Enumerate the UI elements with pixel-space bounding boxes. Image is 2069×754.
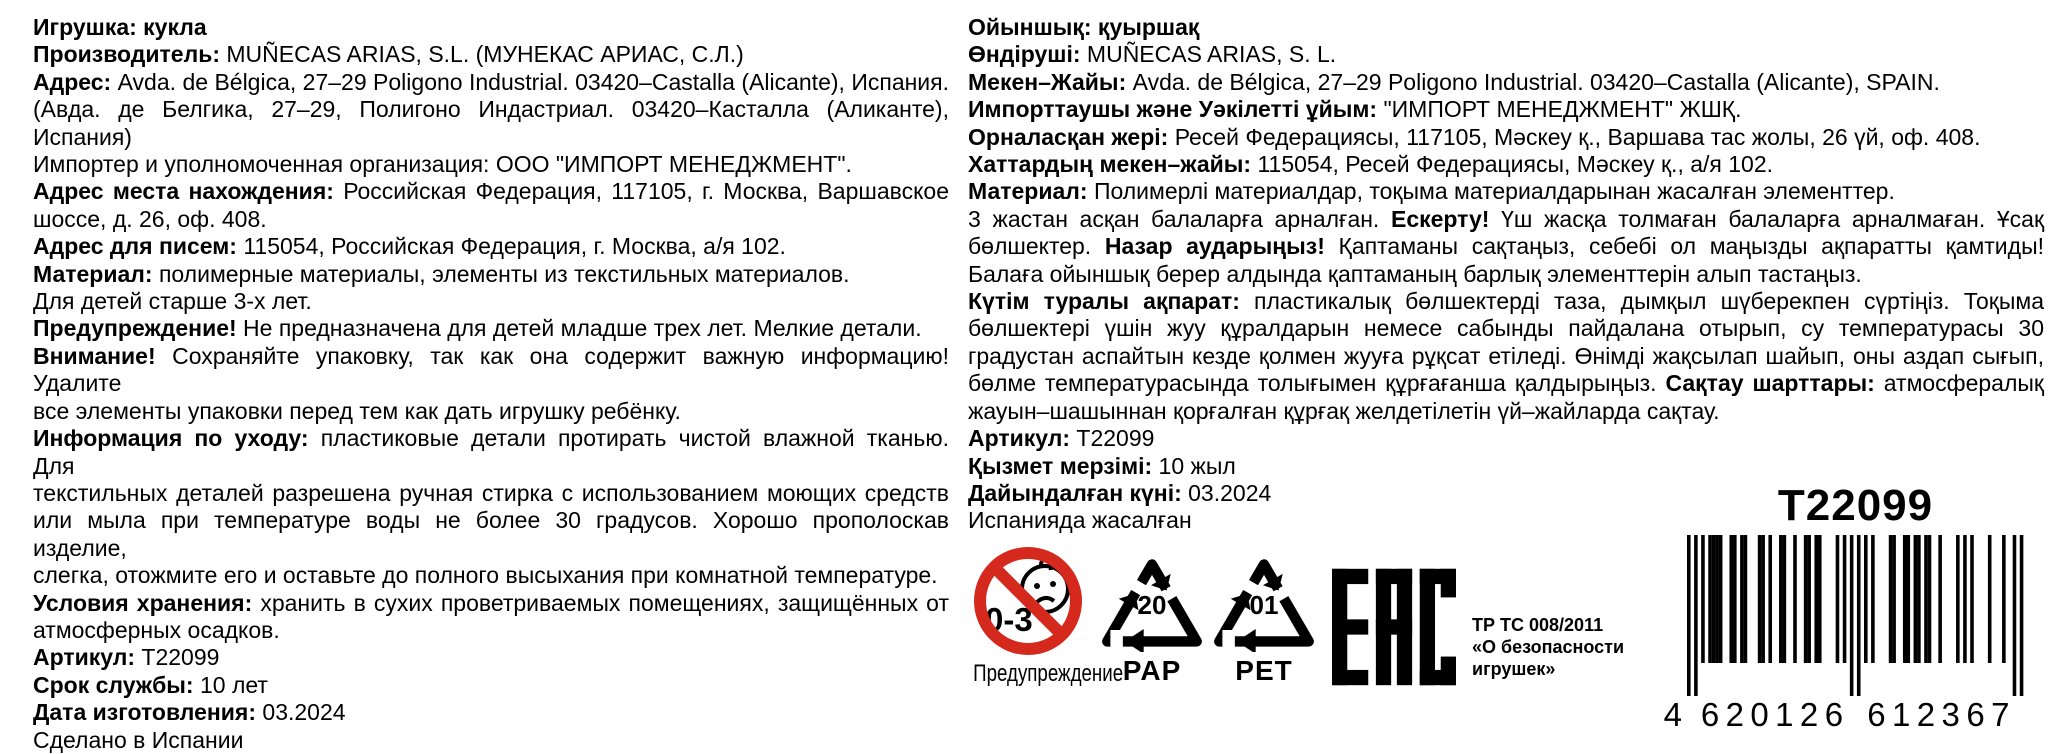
text-line: Срок службы: 10 лет [33,671,268,698]
svg-text:6: 6 [1700,696,1720,730]
recycling-pap-20 [1100,556,1204,687]
text-line: (Авда. де Белгика, 27–29, Полигоно Индастриал. 03420–Касталла (Аликанте), Испания) [33,96,949,150]
svg-text:1: 1 [1892,696,1911,730]
text-line: Артикул: Т22099 [33,644,220,671]
text-line: шоссе, д. 26, оф. 408. [33,205,267,232]
svg-text:6: 6 [1824,696,1844,730]
text-line: Импортер и уполномоченная организация: ООО "ИМПОРТ МЕНЕДЖМЕНТ". [33,151,852,178]
regulation-line: ТР ТС 008/2011 [1472,615,1604,635]
text-line: слегка, отожмите его и оставьте до полного высыхания при комнатной температуре. [33,562,938,589]
recycling-code: 20 [1137,590,1167,620]
svg-text:0: 0 [1750,696,1769,730]
text-line: Дайындалған күні: 03.2024 [968,479,1272,506]
text-line: Адрес: Avda. de Bélgica, 27–29 Poligono Industrial. 03420–Castalla (Alicante), Испания. [33,68,950,95]
text-line: Орналасқан жері: Ресей Федерациясы, 117105, Мәскеу қ., Варшава тас жолы, 26 үй, оф. 408. [968,123,1981,150]
text-line: жауын–шашыннан қорғалған құрғақ желдетілетін үй–жайларда сақтау. [968,397,1720,424]
svg-text:3: 3 [1941,696,1960,730]
text-line: Күтім туралы ақпарат: пластикалық бөлшектерді таза, дымқыл шүберекпен сүртіңіз. Тоқыма [968,288,2045,315]
barcode-block [1652,481,2044,730]
regulation-line: игрушек» [1472,659,1556,679]
recycling-material-label: PAP [1122,655,1182,686]
eac-icon [1332,566,1456,688]
age-warning-caption: Предупреждение [973,660,1124,687]
text-line: Для детей старше 3-х лет. [33,288,312,315]
text-line: Хаттардың мекен–жайы: 115054, Ресей Федерациясы, Мәскеу қ., а/я 102. [968,151,1774,178]
text-line: Материал: полимерные материалы, элементы из текстильных материалов. [33,260,850,287]
svg-text:2: 2 [1916,696,1936,730]
text-line: бөлме температурасында толығымен құрғағанша қалдырыңыз. Сақтау шарттары: атмосфералық [968,370,2044,397]
eac-conformity-mark [1332,566,1456,693]
text-line: Өндіруші: MUÑECAS ARIAS, S. L. [968,41,1337,68]
text-line: Сделано в Испании [33,726,244,753]
barcode-bars [1652,535,2044,730]
text-line: Импорттаушы және Уәкілетті ұйым: "ИМПОРТ МЕНЕДЖМЕНТ" ЖШҚ. [968,96,1742,123]
barcode-label: T22099 [1777,481,1934,530]
text-line: Балаға ойыншық берер алдында қаптаманың барлық элементтерін алып тастаңыз. [968,260,1862,287]
text-line: Производитель: MUÑECAS ARIAS, S.L. (МУНЕКАС АРИАС, С.Л.) [33,41,744,68]
recycling-pet-01 [1212,556,1316,687]
text-line: бөлшектері үшін жуу құралдарын немесе сабынды пайдалана отырып, су температурасы 30 [968,315,2044,342]
text-line: бөлшектер. Назар аударыңыз! Қаптаманы сақтаңыз, себебі ол маңызды ақпаратты қамтиды! [968,233,2044,260]
text-line: Материал: Полимерлі материалдар, тоқыма материалдарынан жасалған элементтер. [968,178,1895,205]
text-line: Испанияда жасалған [968,507,1192,534]
text-line: Информация по уходу: пластиковые детали протирать чистой влажной тканью. Для [33,425,949,479]
svg-text:6: 6 [1867,696,1886,730]
text-line: Мекен–Жайы: Avda. de Bélgica, 27–29 Poligono Industrial. 03420–Castalla (Alicante), SPAIN. [968,68,1940,95]
text-line: Ойыншық: қуыршақ [968,14,1200,40]
text-line: градустан аспайтын кезде қолмен жууға рұқсат етіледі. Өнімді жақсылап шайып, оны аздап сығып, [968,342,2044,369]
text-line: Предупреждение! Не предназначена для детей младше трех лет. Мелкие детали. [33,315,922,342]
kazakh-text-column [968,14,2044,535]
regulation-text [1472,614,1624,680]
svg-text:7: 7 [1991,696,2010,730]
svg-text:2: 2 [1799,696,1819,730]
age-warning-0-3 [952,545,1124,687]
text-line: Адрес места нахождения: Российская Федерация, 117105, г. Москва, Варшавское [33,178,949,205]
text-line: Дата изготовления: 03.2024 [33,699,346,726]
text-line: Игрушка: кукла [33,14,207,40]
recycling-material-label: PET [1235,655,1293,686]
text-line: Внимание! Сохраняйте упаковку, так как она содержит важную информацию! Удалите [33,342,950,397]
text-line: атмосферных осадков. [33,616,280,643]
text-line: или мыла при температуре воды не более 30 градусов. Хорошо прополоскав изделие, [33,507,949,561]
text-line: все элементы упаковки перед тем как дать игрушку ребёнку. [33,397,681,424]
text-line: Условия хранения: хранить в сухих проветриваемых помещениях, защищённых от [33,589,949,616]
svg-text:1: 1 [1775,696,1794,730]
svg-text:4: 4 [1663,696,1682,730]
recycling-code: 01 [1249,590,1279,620]
text-line: Қызмет мерзімі: 10 жыл [968,452,1236,479]
age-warning-icon [972,545,1084,657]
svg-text:6: 6 [1966,696,1985,730]
russian-text-column [33,14,949,754]
text-line: Адрес для писем: 115054, Российская Федерация, г. Москва, а/я 102. [33,233,786,260]
text-line: Артикул: Т22099 [968,425,1155,452]
text-line: текстильных деталей разрешена ручная стирка с использованием моющих средств [33,479,949,506]
age-range-text: 0-3 [985,601,1033,638]
regulation-line: «О безопасности [1472,637,1625,657]
text-line: 3 жастан асқан балаларға арналған. Ескерту! Үш жасқа толмаған балаларға арналмаған. Ұсақ [968,205,2045,232]
svg-text:2: 2 [1725,696,1744,730]
